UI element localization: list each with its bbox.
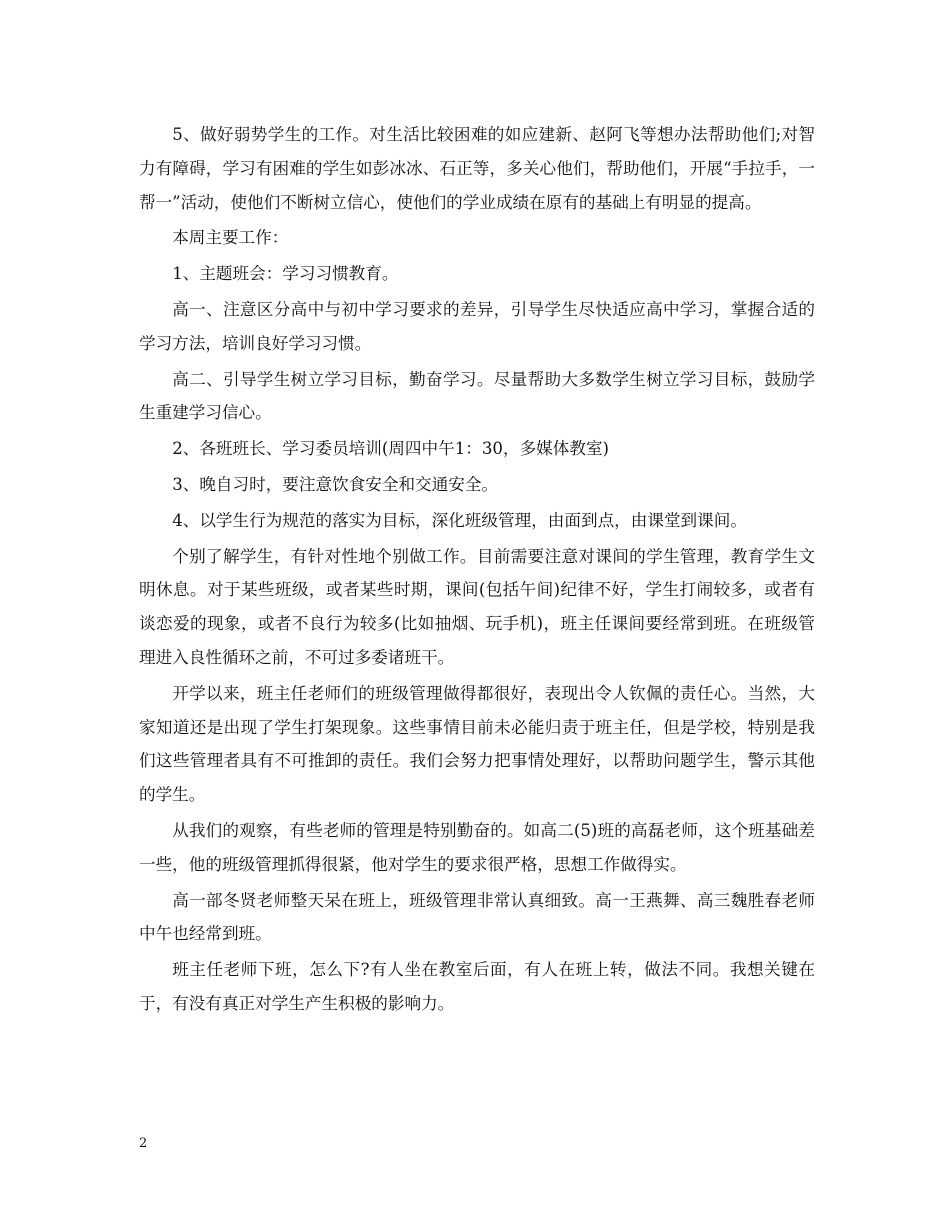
paragraph-9: 个别了解学生，有针对性地个别做工作。目前需要注意对课间的学生管理，教育学生文明休息。对于某些班级，或者某些时期，课间(包括午间)纪律不好，学生打闹较多，或者有谈恋爱的现象，或者不良行为较多(比如抽烟、玩手机)，班主任课间要经常到班。在班级管理进入良性循环之前，不可过多委诸班干。	[139, 546, 815, 667]
paragraph-13: 班主任老师下班，怎么下?有人坐在教室后面，有人在班上转，做法不同。我想关键在于，有没有真正对学生产生积极的影响力。	[139, 960, 815, 1013]
paragraph-12: 高一部冬贤老师整天呆在班上，班级管理非常认真细致。高一王燕舞、高三魏胜春老师中午也经常到班。	[139, 890, 815, 944]
paragraph-11: 从我们的观察，有些老师的管理是特别勤奋的。如高二(5)班的高磊老师，这个班基础差一些，他的班级管理抓得很紧，他对学生的要求很严格，思想工作做得实。	[139, 820, 815, 874]
paragraph-4: 高一、注意区分高中与初中学习要求的差异，引导学生尽快适应高中学习，掌握合适的学习方法，培训良好学习习惯。	[139, 299, 815, 353]
paragraph-10: 开学以来，班主任老师们的班级管理做得都很好，表现出令人钦佩的责任心。当然，大家知道还是出现了学生打架现象。这些事情目前未必能归责于班主任，但是学校，特别是我们这些管理者具有不可推卸的责任。我们会努力把事情处理好，以帮助问题学生，警示其他的学生。	[139, 683, 815, 805]
paragraph-5: 高二、引导学生树立学习目标，勤奋学习。尽量帮助大多数学生树立学习目标，鼓励学生重建学习信心。	[139, 369, 815, 423]
paragraph-8: 4、以学生行为规范的落实为目标，深化班级管理，由面到点，由课堂到课间。	[172, 510, 747, 530]
paragraph-7: 3、晚自习时，要注意饮食安全和交通安全。	[172, 474, 499, 494]
paragraph-1: 5、做好弱势学生的工作。对生活比较困难的如应建新、赵阿飞等想办法帮助他们;对智力有障碍，学习有困难的学生如彭冰冰、石正等，多关心他们，帮助他们，开展“手拉手，一帮一”活动，使他们不断树立信心，使他们的学业成绩在原有的基础上有明显的提高。	[139, 125, 815, 212]
document-body	[139, 118, 815, 1023]
paragraph-3: 1、主题班会：学习习惯教育。	[172, 264, 399, 284]
paragraph-2: 本周主要工作：	[172, 228, 289, 248]
page-number: 2	[139, 1136, 148, 1151]
paragraph-6: 2、各班班长、学习委员培训(周四中午1：30，多媒体教室)	[172, 439, 610, 459]
